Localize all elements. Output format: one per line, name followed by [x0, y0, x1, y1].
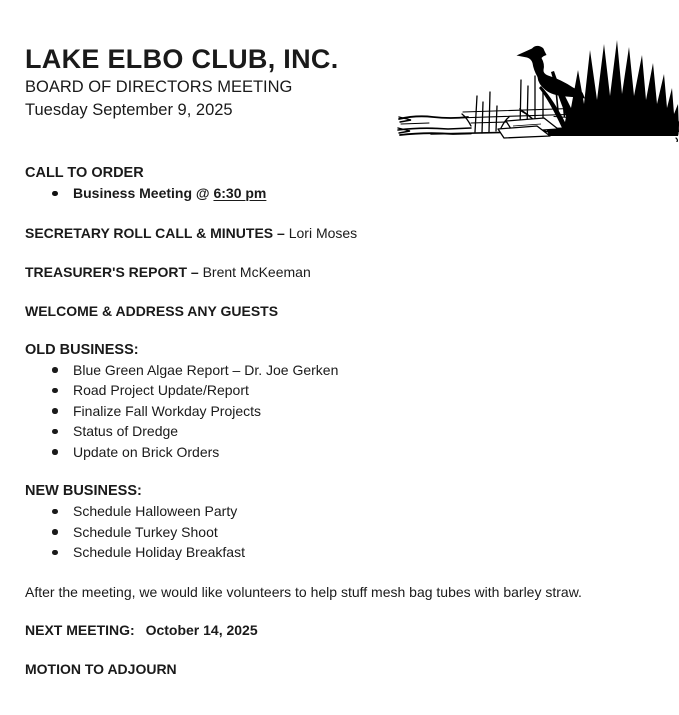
- section-next-meeting: [25, 620, 654, 640]
- secretary-name: Lori Moses: [288, 224, 358, 241]
- list-item: Road Project Update/Report: [52, 380, 654, 401]
- volunteer-note: After the meeting, we would like volunteers to help stuff mesh bag tubes with barley straw.: [25, 583, 582, 600]
- next-meeting-date: October 14, 2025: [145, 621, 258, 638]
- section-motion-to-adjourn: MOTION TO ADJOURN: [25, 660, 177, 677]
- meeting-time: 6:30 pm: [213, 185, 267, 201]
- old-business-list: [25, 360, 654, 463]
- meeting-date: Tuesday September 9, 2025: [25, 101, 233, 119]
- grass-clump: [560, 40, 679, 132]
- section-treasurers-report: [25, 262, 654, 282]
- list-item: Schedule Turkey Shoot: [52, 522, 654, 543]
- new-business-heading: NEW BUSINESS:: [25, 483, 142, 499]
- section-call-to-order: [25, 163, 654, 204]
- list-item: Status of Dredge: [52, 421, 654, 442]
- list-item: Update on Brick Orders: [52, 442, 654, 463]
- new-business-list: [25, 501, 654, 563]
- list-item: Schedule Halloween Party: [52, 501, 654, 522]
- meeting-type: BOARD OF DIRECTORS MEETING: [25, 78, 293, 96]
- list-item: Finalize Fall Workday Projects: [52, 401, 654, 422]
- rocks: [498, 118, 558, 138]
- old-business-heading: OLD BUSINESS:: [25, 341, 139, 358]
- section-old-business: [25, 340, 654, 463]
- call-to-order-heading: CALL TO ORDER: [25, 165, 144, 181]
- treasurer-name: Brent McKeeman: [202, 263, 311, 280]
- page-title: LAKE ELBO CLUB, INC.: [25, 44, 339, 74]
- treasurer-label: TREASURER'S REPORT –: [25, 263, 199, 280]
- heron-marsh-illustration-icon: [397, 36, 679, 142]
- section-welcome-guests: WELCOME & ADDRESS ANY GUESTS: [25, 302, 279, 319]
- call-to-order-list: [25, 183, 654, 204]
- secretary-label: SECRETARY ROLL CALL & MINUTES –: [25, 224, 285, 241]
- section-secretary-roll-call: [25, 223, 654, 243]
- list-item: Blue Green Algae Report – Dr. Joe Gerken: [52, 360, 654, 381]
- next-meeting-label: NEXT MEETING:: [25, 621, 135, 638]
- section-new-business: [25, 481, 654, 563]
- list-item: Schedule Holiday Breakfast: [52, 542, 654, 563]
- list-item: [52, 183, 654, 204]
- business-meeting-label: Business Meeting @: [73, 185, 210, 201]
